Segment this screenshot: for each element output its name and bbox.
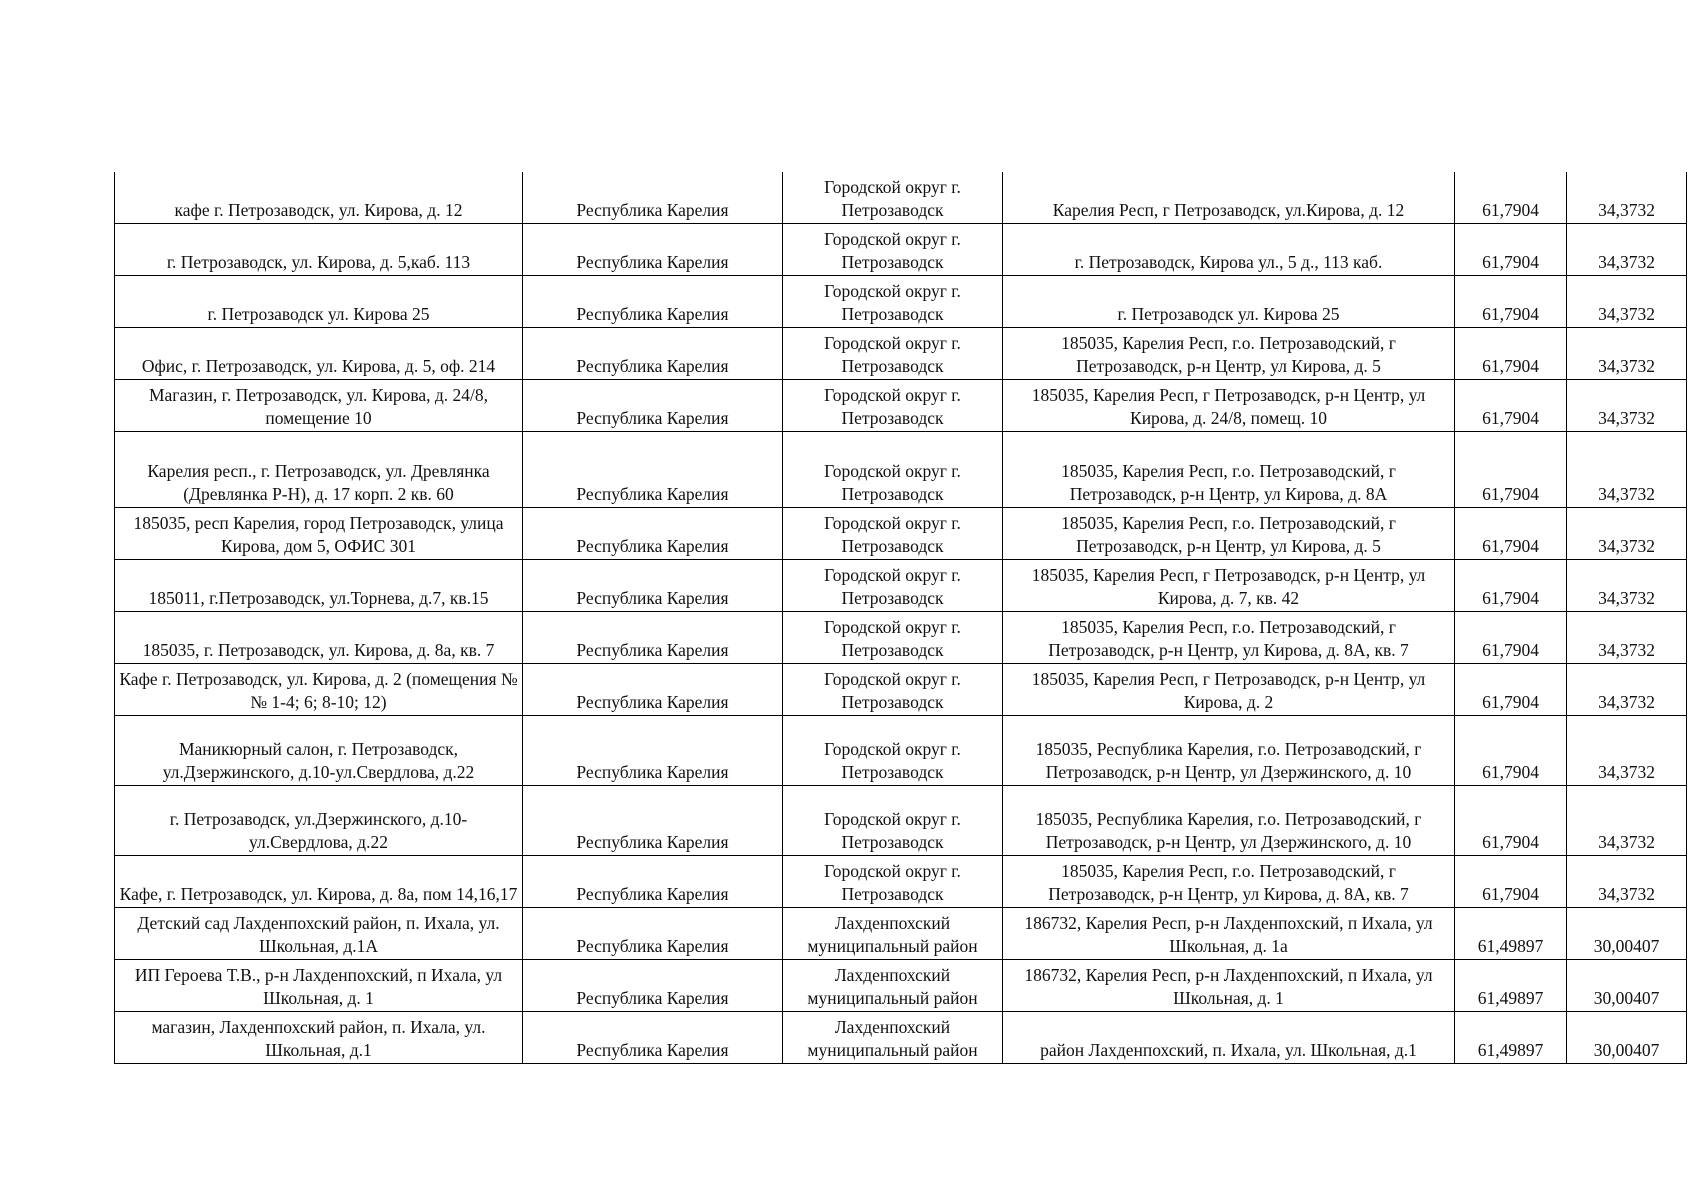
cell-latitude: 61,7904 xyxy=(1455,432,1567,508)
cell-name: 185035, респ Карелия, город Петрозаводск, улица Кирова, дом 5, ОФИС 301 xyxy=(115,508,523,560)
cell-district: Городской округ г. Петрозаводск xyxy=(783,716,1003,786)
cell-address: 185035, Республика Карелия, г.о. Петрозаводский, г Петрозаводск, р-н Центр, ул Дзержинского, д. 10 xyxy=(1003,716,1455,786)
cell-name: г. Петрозаводск, ул.Дзержинского, д.10-ул.Свердлова, д.22 xyxy=(115,786,523,856)
cell-district: Лахденпохский муниципальный район xyxy=(783,960,1003,1012)
cell-address: 185035, Карелия Респ, г.о. Петрозаводский, г Петрозаводск, р-н Центр, ул Кирова, д. 8А xyxy=(1003,432,1455,508)
cell-name: Детский сад Лахденпохский район, п. Ихала, ул. Школьная, д.1А xyxy=(115,908,523,960)
cell-longitude: 34,3732 xyxy=(1567,664,1687,716)
table-row xyxy=(115,380,1687,432)
table-row xyxy=(115,432,1687,508)
cell-name: ИП Героева Т.В., р-н Лахденпохский, п Ихала, ул Школьная, д. 1 xyxy=(115,960,523,1012)
cell-longitude: 34,3732 xyxy=(1567,560,1687,612)
cell-latitude: 61,49897 xyxy=(1455,960,1567,1012)
table-row xyxy=(115,276,1687,328)
cell-region: Республика Карелия xyxy=(523,172,783,224)
cell-longitude: 34,3732 xyxy=(1567,328,1687,380)
cell-latitude: 61,49897 xyxy=(1455,908,1567,960)
cell-region: Республика Карелия xyxy=(523,380,783,432)
cell-region: Республика Карелия xyxy=(523,508,783,560)
cell-region: Республика Карелия xyxy=(523,664,783,716)
cell-name: г. Петрозаводск, ул. Кирова, д. 5,каб. 113 xyxy=(115,224,523,276)
cell-longitude: 34,3732 xyxy=(1567,508,1687,560)
table-row xyxy=(115,716,1687,786)
cell-district: Городской округ г. Петрозаводск xyxy=(783,172,1003,224)
cell-latitude: 61,7904 xyxy=(1455,380,1567,432)
cell-latitude: 61,7904 xyxy=(1455,612,1567,664)
cell-address: 185035, Карелия Респ, г Петрозаводск, р-н Центр, ул Кирова, д. 7, кв. 42 xyxy=(1003,560,1455,612)
table-row xyxy=(115,786,1687,856)
cell-longitude: 34,3732 xyxy=(1567,856,1687,908)
cell-region: Республика Карелия xyxy=(523,786,783,856)
cell-address: 185035, Республика Карелия, г.о. Петрозаводский, г Петрозаводск, р-н Центр, ул Дзержинского, д. 10 xyxy=(1003,786,1455,856)
cell-latitude: 61,7904 xyxy=(1455,664,1567,716)
cell-address: 186732, Карелия Респ, р-н Лахденпохский, п Ихала, ул Школьная, д. 1а xyxy=(1003,908,1455,960)
cell-district: Городской округ г. Петрозаводск xyxy=(783,856,1003,908)
table-row xyxy=(115,908,1687,960)
table-body xyxy=(115,172,1687,1064)
cell-latitude: 61,7904 xyxy=(1455,716,1567,786)
cell-longitude: 34,3732 xyxy=(1567,786,1687,856)
cell-name: магазин, Лахденпохский район, п. Ихала, ул. Школьная, д.1 xyxy=(115,1012,523,1064)
cell-name: Кафе г. Петрозаводск, ул. Кирова, д. 2 (помещения №№ 1-4; 6; 8-10; 12) xyxy=(115,664,523,716)
cell-district: Городской округ г. Петрозаводск xyxy=(783,786,1003,856)
cell-district: Городской округ г. Петрозаводск xyxy=(783,664,1003,716)
cell-address: район Лахденпохский, п. Ихала, ул. Школьная, д.1 xyxy=(1003,1012,1455,1064)
cell-name: кафе г. Петрозаводск, ул. Кирова, д. 12 xyxy=(115,172,523,224)
cell-district: Городской округ г. Петрозаводск xyxy=(783,380,1003,432)
cell-district: Городской округ г. Петрозаводск xyxy=(783,508,1003,560)
cell-longitude: 34,3732 xyxy=(1567,432,1687,508)
cell-longitude: 34,3732 xyxy=(1567,380,1687,432)
cell-district: Городской округ г. Петрозаводск xyxy=(783,560,1003,612)
table-row xyxy=(115,856,1687,908)
cell-district: Городской округ г. Петрозаводск xyxy=(783,328,1003,380)
cell-latitude: 61,7904 xyxy=(1455,856,1567,908)
cell-region: Республика Карелия xyxy=(523,224,783,276)
cell-latitude: 61,7904 xyxy=(1455,786,1567,856)
cell-name: 185011, г.Петрозаводск, ул.Торнева, д.7, кв.15 xyxy=(115,560,523,612)
cell-address: 185035, Карелия Респ, г Петрозаводск, р-н Центр, ул Кирова, д. 24/8, помещ. 10 xyxy=(1003,380,1455,432)
cell-address: Карелия Респ, г Петрозаводск, ул.Кирова, д. 12 xyxy=(1003,172,1455,224)
cell-region: Республика Карелия xyxy=(523,960,783,1012)
cell-region: Республика Карелия xyxy=(523,716,783,786)
table-row xyxy=(115,1012,1687,1064)
cell-district: Городской округ г. Петрозаводск xyxy=(783,432,1003,508)
cell-district: Городской округ г. Петрозаводск xyxy=(783,224,1003,276)
cell-name: Карелия респ., г. Петрозаводск, ул. Древлянка (Древлянка Р-Н), д. 17 корп. 2 кв. 60 xyxy=(115,432,523,508)
cell-district: Лахденпохский муниципальный район xyxy=(783,908,1003,960)
cell-address: г. Петрозаводск, Кирова ул., 5 д., 113 каб. xyxy=(1003,224,1455,276)
cell-latitude: 61,7904 xyxy=(1455,276,1567,328)
cell-address: 185035, Карелия Респ, г.о. Петрозаводский, г Петрозаводск, р-н Центр, ул Кирова, д. 5 xyxy=(1003,508,1455,560)
cell-district: Городской округ г. Петрозаводск xyxy=(783,612,1003,664)
cell-region: Республика Карелия xyxy=(523,432,783,508)
establishments-table xyxy=(114,172,1687,1064)
cell-region: Республика Карелия xyxy=(523,1012,783,1064)
cell-name: 185035, г. Петрозаводск, ул. Кирова, д. 8а, кв. 7 xyxy=(115,612,523,664)
cell-name: Магазин, г. Петрозаводск, ул. Кирова, д. 24/8, помещение 10 xyxy=(115,380,523,432)
cell-longitude: 30,00407 xyxy=(1567,1012,1687,1064)
cell-latitude: 61,7904 xyxy=(1455,224,1567,276)
cell-region: Республика Карелия xyxy=(523,612,783,664)
table-row xyxy=(115,172,1687,224)
cell-longitude: 34,3732 xyxy=(1567,716,1687,786)
cell-longitude: 34,3732 xyxy=(1567,612,1687,664)
cell-address: 185035, Карелия Респ, г.о. Петрозаводский, г Петрозаводск, р-н Центр, ул Кирова, д. 8А, кв. 7 xyxy=(1003,612,1455,664)
cell-address: 186732, Карелия Респ, р-н Лахденпохский, п Ихала, ул Школьная, д. 1 xyxy=(1003,960,1455,1012)
cell-name: Офис, г. Петрозаводск, ул. Кирова, д. 5, оф. 214 xyxy=(115,328,523,380)
cell-name: Маникюрный салон, г. Петрозаводск, ул.Дзержинского, д.10-ул.Свердлова, д.22 xyxy=(115,716,523,786)
cell-address: г. Петрозаводск ул. Кирова 25 xyxy=(1003,276,1455,328)
cell-district: Городской округ г. Петрозаводск xyxy=(783,276,1003,328)
cell-longitude: 30,00407 xyxy=(1567,960,1687,1012)
cell-region: Республика Карелия xyxy=(523,276,783,328)
cell-address: 185035, Карелия Респ, г.о. Петрозаводский, г Петрозаводск, р-н Центр, ул Кирова, д. 8А, кв. 7 xyxy=(1003,856,1455,908)
cell-longitude: 34,3732 xyxy=(1567,224,1687,276)
table-row xyxy=(115,664,1687,716)
cell-address: 185035, Карелия Респ, г.о. Петрозаводский, г Петрозаводск, р-н Центр, ул Кирова, д. 5 xyxy=(1003,328,1455,380)
cell-latitude: 61,7904 xyxy=(1455,508,1567,560)
table-row xyxy=(115,960,1687,1012)
table-row xyxy=(115,508,1687,560)
cell-address: 185035, Карелия Респ, г Петрозаводск, р-н Центр, ул Кирова, д. 2 xyxy=(1003,664,1455,716)
cell-name: Кафе, г. Петрозаводск, ул. Кирова, д. 8а, пом 14,16,17 xyxy=(115,856,523,908)
cell-name: г. Петрозаводск ул. Кирова 25 xyxy=(115,276,523,328)
cell-latitude: 61,7904 xyxy=(1455,560,1567,612)
table-row xyxy=(115,560,1687,612)
cell-district: Лахденпохский муниципальный район xyxy=(783,1012,1003,1064)
cell-longitude: 34,3732 xyxy=(1567,276,1687,328)
cell-longitude: 30,00407 xyxy=(1567,908,1687,960)
cell-region: Республика Карелия xyxy=(523,908,783,960)
table-row xyxy=(115,224,1687,276)
cell-longitude: 34,3732 xyxy=(1567,172,1687,224)
cell-latitude: 61,49897 xyxy=(1455,1012,1567,1064)
cell-latitude: 61,7904 xyxy=(1455,328,1567,380)
cell-region: Республика Карелия xyxy=(523,560,783,612)
cell-latitude: 61,7904 xyxy=(1455,172,1567,224)
cell-region: Республика Карелия xyxy=(523,328,783,380)
table-row xyxy=(115,328,1687,380)
table-row xyxy=(115,612,1687,664)
cell-region: Республика Карелия xyxy=(523,856,783,908)
